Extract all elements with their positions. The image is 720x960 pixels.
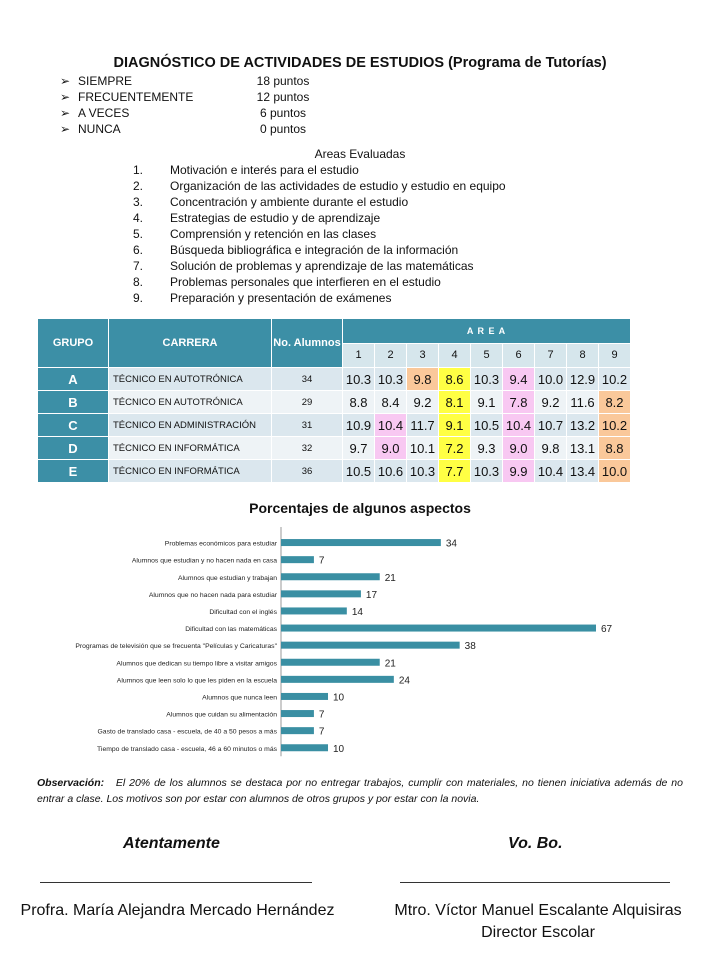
score-cell: 8.6 <box>439 368 471 391</box>
score-cell: 10.5 <box>343 460 375 483</box>
score-cell: 8.8 <box>599 437 631 460</box>
score-cell: 10.3 <box>375 368 407 391</box>
students-cell: 29 <box>272 391 343 414</box>
category-label: Alumnos que estudian y trabajan <box>178 574 277 582</box>
score-cell: 10.3 <box>471 368 503 391</box>
signature-right-role: Director Escolar <box>481 924 595 941</box>
score-cell: 10.2 <box>599 414 631 437</box>
value-label: 21 <box>384 572 396 584</box>
bar <box>281 676 394 683</box>
scale-label: A VECES <box>78 106 130 120</box>
area-item: 7. Solución de problemas y aprendizaje de las matemáticas <box>133 259 474 273</box>
score-cell: 7.8 <box>503 391 535 414</box>
observation-text: El 20% de los alumnos se destaca por no entregar trabajos, cumplir con materiales, no tienen iniciativa además de no entrar a clase. Los motivos son por estar con alumnos de otros grupos y por estar con la novia. <box>37 777 683 805</box>
score-cell: 10.9 <box>343 414 375 437</box>
career-cell: TÉCNICO EN AUTOTRÓNICA <box>109 391 272 414</box>
area-number-header: 3 <box>407 343 439 368</box>
scale-points: 0 puntos <box>259 122 307 136</box>
category-label: Problemas económicos para estudiar <box>164 540 277 548</box>
score-cell: 11.7 <box>407 414 439 437</box>
scale-points: 18 puntos <box>256 74 310 88</box>
score-cell: 9.0 <box>503 437 535 460</box>
bar <box>281 625 596 632</box>
area-number-header: 5 <box>471 343 503 368</box>
arrow-bullet-icon: ➢ <box>60 106 71 120</box>
group-cell: E <box>38 460 109 483</box>
signature-right-name: Mtro. Víctor Manuel Escalante Alquisiras <box>394 902 682 919</box>
bar <box>281 710 314 717</box>
bar <box>281 659 380 666</box>
area-item: 4. Estrategias de estudio y de aprendizaje <box>133 211 381 225</box>
score-cell: 9.2 <box>535 391 567 414</box>
score-cell: 10.0 <box>599 460 631 483</box>
signature-left-name: Profra. María Alejandra Mercado Hernández <box>20 902 335 919</box>
score-cell: 10.3 <box>407 460 439 483</box>
score-cell: 13.2 <box>567 414 599 437</box>
table-row <box>38 414 631 437</box>
score-cell: 13.1 <box>567 437 599 460</box>
area-number-header: 9 <box>599 343 631 368</box>
areas-title: Areas Evaluadas <box>314 147 406 161</box>
area-number-header: 8 <box>567 343 599 368</box>
score-cell: 9.4 <box>503 368 535 391</box>
value-label: 7 <box>318 726 325 738</box>
area-number-header: 2 <box>375 343 407 368</box>
students-cell: 32 <box>272 437 343 460</box>
score-cell: 9.3 <box>471 437 503 460</box>
scale-label: SIEMPRE <box>78 74 133 88</box>
header-area: A R E A <box>343 319 631 344</box>
value-label: 34 <box>445 538 457 550</box>
score-cell: 9.2 <box>407 391 439 414</box>
bar <box>281 556 314 563</box>
areas-list <box>133 162 506 306</box>
scale-item <box>60 73 318 89</box>
score-cell: 10.7 <box>535 414 567 437</box>
value-label: 38 <box>464 641 476 653</box>
score-cell: 9.0 <box>375 437 407 460</box>
value-label: 10 <box>333 743 345 755</box>
signature-right-heading: Vo. Bo. <box>508 835 563 852</box>
score-cell: 11.6 <box>567 391 599 414</box>
area-item: 5. Comprensión y retención en las clases <box>133 227 377 241</box>
group-cell: B <box>38 391 109 414</box>
category-label: Dificultad con las matemáticas <box>185 626 277 634</box>
category-label: Programas de televisión que se frecuenta "Películas y Caricaturas" <box>75 643 277 651</box>
score-cell: 12.9 <box>567 368 599 391</box>
score-cell: 10.3 <box>343 368 375 391</box>
category-label: Gasto de translado casa - escuela, de 40 a 50 pesos a más <box>97 728 277 736</box>
bar <box>281 539 441 546</box>
score-cell: 9.1 <box>439 414 471 437</box>
area-item: 3. Concentración y ambiente durante el estudio <box>133 195 409 209</box>
students-cell: 36 <box>272 460 343 483</box>
score-cell: 7.2 <box>439 437 471 460</box>
arrow-bullet-icon: ➢ <box>60 90 71 104</box>
score-cell: 13.4 <box>567 460 599 483</box>
score-cell: 8.1 <box>439 391 471 414</box>
career-cell: TÉCNICO EN INFORMÁTICA <box>109 460 272 483</box>
table-row <box>38 368 631 391</box>
value-label: 21 <box>384 658 396 670</box>
arrow-bullet-icon: ➢ <box>60 74 71 88</box>
category-label: Dificultad con el inglés <box>209 608 277 616</box>
chart-title: Porcentajes de algunos aspectos <box>249 500 471 516</box>
bar <box>281 607 347 614</box>
area-number-header: 6 <box>503 343 535 368</box>
score-cell: 9.7 <box>343 437 375 460</box>
score-cell: 10.4 <box>503 414 535 437</box>
signature-line-left <box>40 882 312 883</box>
area-number-header: 1 <box>343 343 375 368</box>
career-cell: TÉCNICO EN AUTOTRÓNICA <box>109 368 272 391</box>
table-row <box>38 460 631 483</box>
score-cell: 10.5 <box>471 414 503 437</box>
observation <box>37 775 683 807</box>
score-cell: 10.3 <box>471 460 503 483</box>
scale-points: 6 puntos <box>259 106 307 120</box>
group-cell: A <box>38 368 109 391</box>
title-program: (Programa de Tutorías) <box>448 55 607 71</box>
arrow-bullet-icon: ➢ <box>60 122 71 136</box>
category-label: Alumnos que nunca leen <box>202 694 277 702</box>
scale-label: FRECUENTEMENTE <box>78 90 194 104</box>
career-cell: TÉCNICO EN INFORMÁTICA <box>109 437 272 460</box>
area-item: 6. Búsqueda bibliográfica e integración de la información <box>133 243 459 257</box>
group-cell: C <box>38 414 109 437</box>
category-label: Alumnos que estudian y no hacen nada en casa <box>131 557 277 565</box>
category-label: Alumnos que leen solo lo que les piden en la escuela <box>116 677 277 685</box>
header-carrera: CARRERA <box>109 319 272 368</box>
score-cell: 10.4 <box>535 460 567 483</box>
area-item: 8. Problemas personales que interfieren en el estudio <box>133 275 441 289</box>
table-row <box>38 437 631 460</box>
scale-item <box>60 105 318 121</box>
bar <box>281 642 460 649</box>
score-cell: 8.4 <box>375 391 407 414</box>
signature-left-heading: Atentamente <box>123 835 220 852</box>
value-label: 10 <box>333 692 345 704</box>
header-grupo: GRUPO <box>38 319 109 368</box>
area-item: 2. Organización de las actividades de estudio y estudio en equipo <box>133 179 506 193</box>
area-number-header: 7 <box>535 343 567 368</box>
category-label: Alumnos que dedican su tiempo libre a visitar amigos <box>116 660 277 668</box>
career-cell: TÉCNICO EN ADMINISTRACIÓN <box>109 414 272 437</box>
score-cell: 9.8 <box>535 437 567 460</box>
score-cell: 10.2 <box>599 368 631 391</box>
scale-label: NUNCA <box>78 122 121 136</box>
score-cell: 9.1 <box>471 391 503 414</box>
bar <box>281 590 361 597</box>
category-label: Tiempo de translado casa - escuela, 46 a 60 minutos o más <box>97 745 277 753</box>
value-label: 7 <box>318 555 325 567</box>
score-cell: 8.2 <box>599 391 631 414</box>
area-number-header: 4 <box>439 343 471 368</box>
table-row <box>38 391 631 414</box>
bar <box>281 693 328 700</box>
students-cell: 34 <box>272 368 343 391</box>
document-title <box>0 55 720 71</box>
value-label: 14 <box>351 606 363 618</box>
group-cell: D <box>38 437 109 460</box>
score-cell: 8.8 <box>343 391 375 414</box>
results-table <box>37 318 631 483</box>
scale-points: 12 puntos <box>256 90 310 104</box>
bar <box>281 573 380 580</box>
value-label: 17 <box>365 589 378 601</box>
area-item: 9. Preparación y presentación de exámenes <box>133 291 392 305</box>
value-label: 7 <box>318 709 325 721</box>
score-cell: 10.4 <box>375 414 407 437</box>
bar <box>281 727 314 734</box>
header-alumnos: No. Alumnos <box>272 319 343 368</box>
observation-label: Observación: <box>37 777 105 789</box>
value-label: 24 <box>398 675 410 687</box>
score-cell: 10.1 <box>407 437 439 460</box>
score-cell: 10.0 <box>535 368 567 391</box>
category-label: Alumnos que no hacen nada para estudiar <box>148 591 277 599</box>
title-main: DIAGNÓSTICO DE ACTIVIDADES DE ESTUDIOS <box>113 55 445 71</box>
score-cell: 10.6 <box>375 460 407 483</box>
scale-item <box>60 121 318 137</box>
score-cell: 9.9 <box>503 460 535 483</box>
score-cell: 7.7 <box>439 460 471 483</box>
bar <box>281 744 328 751</box>
area-item: 1. Motivación e interés para el estudio <box>133 163 359 177</box>
category-label: Alumnos que cuidan su alimentación <box>166 711 277 719</box>
students-cell: 31 <box>272 414 343 437</box>
bar-chart <box>0 525 720 765</box>
value-label: 67 <box>601 624 613 636</box>
score-cell: 9.8 <box>407 368 439 391</box>
scale-item <box>60 89 318 105</box>
signature-line-right <box>400 882 670 883</box>
